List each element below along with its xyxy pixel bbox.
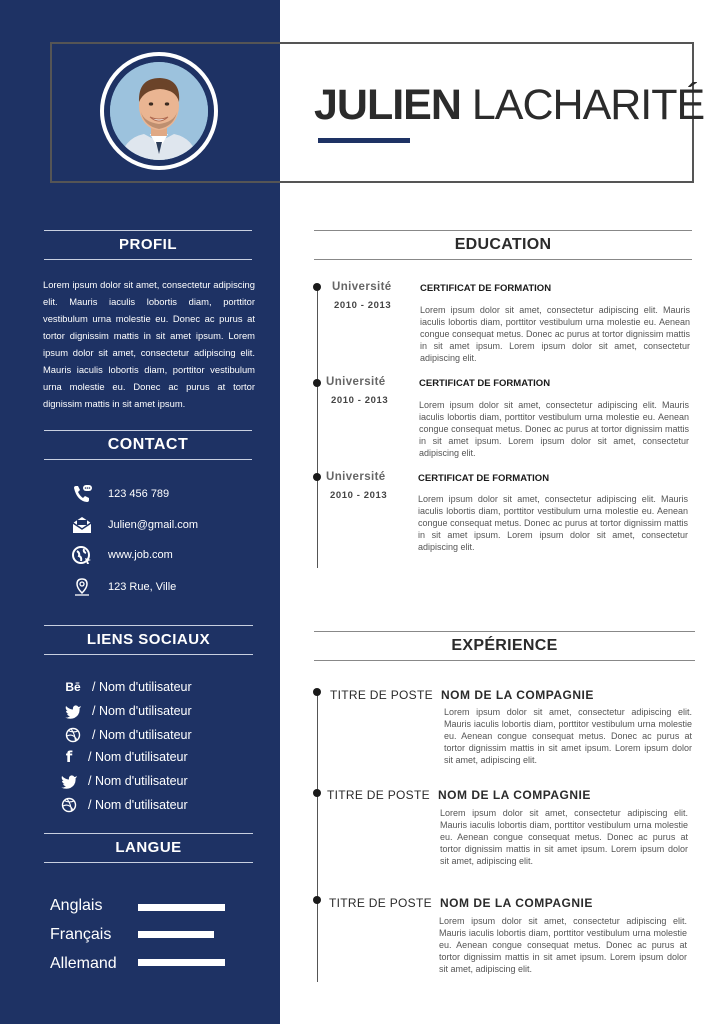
contact-phone	[70, 483, 169, 505]
education-timeline	[317, 285, 318, 568]
behance-icon: Bē	[65, 680, 81, 694]
job-description: Lorem ipsum dolor sit amet, consectetur adipiscing elit. Mauris iaculis lobortis diam, porttitor vestibulum urna molestie eu. Aenean congue consequat metus. Donec ac purus at tortor dignissim mattis in sit amet ipsum. Lorem ipsum dolor sit amet, adipiscing elit.	[444, 707, 692, 765]
timeline-dot	[313, 379, 321, 387]
globe-icon	[70, 544, 94, 566]
company-name: NOM DE LA COMPAGNIE	[440, 896, 593, 910]
education-title: EDUCATION	[314, 230, 692, 260]
education-description: Lorem ipsum dolor sit amet, consectetur adipiscing elit. Mauris iaculis lobortis diam, porttitor vestibulum urna molestie eu. Aenean congue consequat metus. Donec ac purus at tortor dignissim mattis in sit amet ipsum. Lorem ipsum dolor sit amet, consectetur adipiscing elit.	[420, 305, 690, 363]
social-username: / Nom d'utilisateur	[92, 704, 192, 718]
location-pin-icon	[70, 576, 94, 598]
timeline-dot	[313, 896, 321, 904]
education-school: Université	[326, 471, 386, 483]
social-link[interactable]	[62, 701, 192, 721]
contact-address	[70, 576, 176, 598]
education-school: Université	[332, 281, 392, 293]
experience-timeline	[317, 690, 318, 982]
timeline-dot	[313, 789, 321, 797]
facebook-icon: f	[65, 748, 73, 766]
job-title: TITRE DE POSTE	[327, 788, 430, 802]
language-level-bar	[138, 959, 225, 966]
twitter-icon	[62, 702, 84, 720]
company-name: NOM DE LA COMPAGNIE	[438, 788, 591, 802]
profil-text: Lorem ipsum dolor sit amet, consectetur adipiscing elit. Mauris iaculis lobortis diam, porttitor vestibulum urna molestie eu. Donec ac purus at tortor dignissim mattis in sit amet ipsum. Lorem ipsum dolor sit amet, consectetur adipiscing elit. Mauris iaculis lobortis diam, porttitor vestibulum urna molestie eu. Donec ac purus at tortor dignissim mattis in sit amet ipsum.	[43, 279, 255, 409]
profil-title: PROFIL	[44, 230, 252, 260]
candidate-name	[314, 80, 704, 130]
name-underline	[318, 138, 410, 143]
dribbble-icon	[58, 796, 80, 814]
job-title: TITRE DE POSTE	[330, 688, 433, 702]
language-name: Anglais	[50, 897, 103, 914]
social-title: LIENS SOCIAUX	[44, 625, 253, 655]
education-certificate: CERTIFICAT DE FORMATION	[419, 378, 551, 389]
job-description: Lorem ipsum dolor sit amet, consectetur adipiscing elit. Mauris iaculis lobortis diam, porttitor vestibulum urna molestie eu. Aenean congue consequat metus. Donec ac purus at tortor dignissim mattis in sit amet ipsum. Lorem ipsum dolor sit amet, adipiscing elit.	[439, 916, 687, 974]
first-name: JULIEN	[314, 81, 461, 129]
profile-photo	[110, 62, 208, 160]
education-years: 2010 - 2013	[334, 300, 392, 311]
education-years: 2010 - 2013	[331, 395, 389, 406]
education-description: Lorem ipsum dolor sit amet, consectetur adipiscing elit. Mauris iaculis lobortis diam, porttitor vestibulum urna molestie eu. Aenean congue consequat metus. Donec ac purus at tortor dignissim mattis in sit amet ipsum. Lorem ipsum dolor sit amet, consectetur adipiscing elit.	[418, 494, 688, 552]
social-link[interactable]	[62, 725, 192, 745]
language-name: Allemand	[50, 955, 117, 972]
social-link[interactable]	[62, 677, 192, 697]
company-name: NOM DE LA COMPAGNIE	[441, 688, 594, 702]
phone-number: 123 456 789	[108, 488, 170, 500]
social-username: / Nom d'utilisateur	[88, 750, 188, 764]
profile-photo-frame	[100, 52, 218, 170]
email-address: Julien@gmail.com	[108, 519, 199, 531]
language-level-bar	[138, 904, 225, 911]
social-link[interactable]	[58, 771, 188, 791]
education-school: Université	[326, 376, 386, 388]
language-level-bar	[138, 931, 214, 938]
experience-title: EXPÉRIENCE	[314, 631, 695, 661]
language-name: Français	[50, 926, 112, 943]
social-link[interactable]	[58, 795, 188, 815]
social-username: / Nom d'utilisateur	[88, 774, 188, 788]
social-username: / Nom d'utilisateur	[92, 680, 192, 694]
social-username: / Nom d'utilisateur	[92, 728, 192, 742]
portrait-illustration	[110, 62, 208, 160]
langue-title: LANGUE	[44, 833, 253, 863]
website-url: www.job.com	[108, 549, 173, 561]
timeline-dot	[313, 473, 321, 481]
job-title: TITRE DE POSTE	[329, 896, 432, 910]
timeline-dot	[313, 688, 321, 696]
social-username: / Nom d'utilisateur	[88, 798, 188, 812]
phone-icon	[70, 483, 94, 505]
contact-website	[70, 544, 173, 566]
timeline-dot	[313, 283, 321, 291]
education-certificate: CERTIFICAT DE FORMATION	[418, 473, 550, 484]
envelope-icon	[70, 514, 94, 536]
education-years: 2010 - 2013	[330, 490, 388, 501]
contact-email	[70, 514, 198, 536]
social-link[interactable]	[58, 747, 188, 767]
contact-title: CONTACT	[44, 430, 252, 460]
education-description: Lorem ipsum dolor sit amet, consectetur adipiscing elit. Mauris iaculis lobortis diam, porttitor vestibulum urna molestie eu. Aenean congue consequat metus. Donec ac purus at tortor dignissim mattis in sit amet ipsum. Lorem ipsum dolor sit amet, consectetur adipiscing elit.	[419, 400, 689, 458]
education-certificate: CERTIFICAT DE FORMATION	[420, 283, 552, 294]
dribbble-icon	[62, 726, 84, 744]
last-name: LACHARITÉ	[471, 81, 705, 129]
address-text: 123 Rue, Ville	[108, 581, 177, 593]
twitter-icon	[58, 772, 80, 790]
job-description: Lorem ipsum dolor sit amet, consectetur adipiscing elit. Mauris iaculis lobortis diam, porttitor vestibulum urna molestie eu. Aenean congue consequat metus. Donec ac purus at tortor dignissim mattis in sit amet ipsum. Lorem ipsum dolor sit amet, adipiscing elit.	[440, 808, 688, 866]
